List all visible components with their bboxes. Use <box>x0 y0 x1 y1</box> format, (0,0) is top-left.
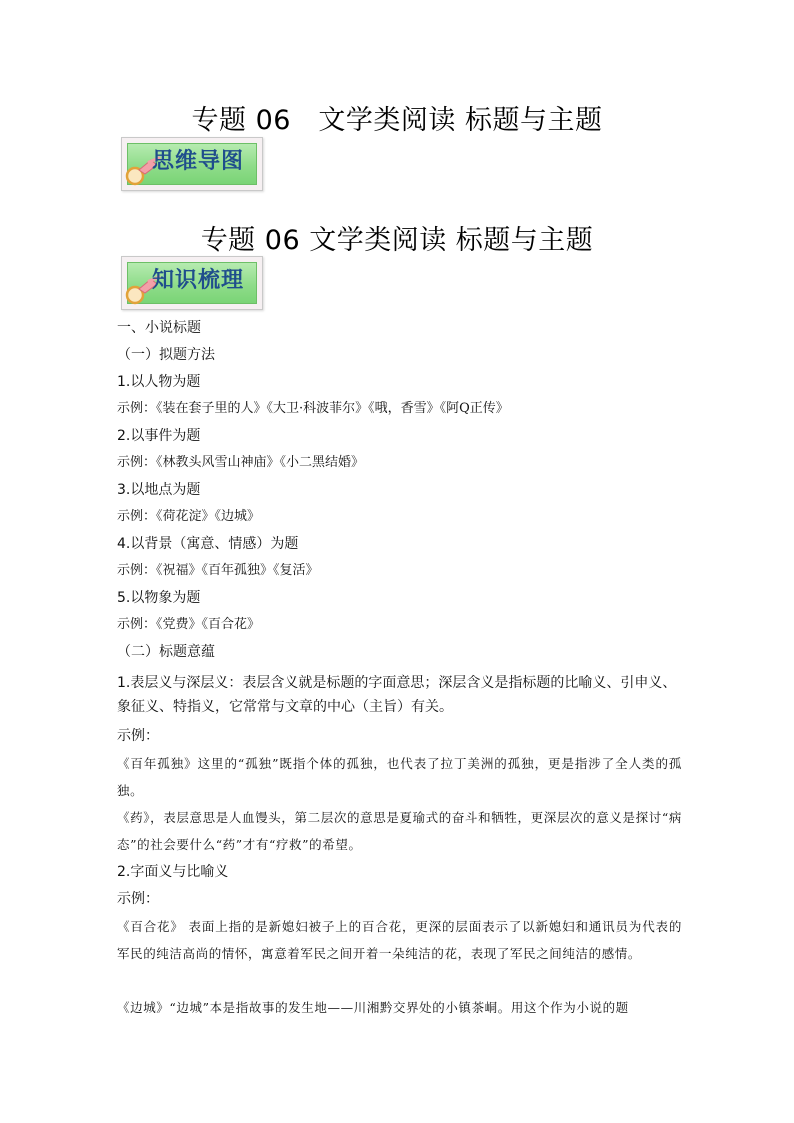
example-label: 示例： <box>117 891 159 907</box>
example-paragraph: 《药》，表层意思是人血馒头，第二层次的意思是夏瑜式的奋斗和牺牲，更深层次的意义是探讨“病态”的社会要什么“药”才有“疗救”的希望。 <box>117 810 682 852</box>
meaning-heading: 2.字面义与比喻义 <box>117 864 229 880</box>
example-line: 示例：《林教头风雪山神庙》《小二黑结婚》 <box>117 455 365 470</box>
example-line: 示例：《装在套子里的人》《大卫·科波菲尔》《哦，香雪》《阿Q正传》 <box>117 401 509 416</box>
document-title: 专题 06 文学类阅读 标题与主题 <box>191 105 603 136</box>
badge-label: 知识梳理 <box>152 268 245 293</box>
example-paragraph: 《百合花》 表面上指的是新媳妇被子上的百合花，更深的层面表示了以新媳妇和通讯员为代表的军民的纯洁高尚的情怀，寓意着军民之间开着一朵纯洁的花，表现了军民之间纯洁的感情。 <box>117 919 682 961</box>
knowledge-badge <box>121 256 263 310</box>
section-heading: 一、小说标题 <box>117 320 201 336</box>
subsection-heading: （二）标题意蕴 <box>117 644 215 660</box>
example-line: 示例：《祝福》《百年孤独》《复活》 <box>117 563 319 578</box>
mindmap-badge <box>121 137 263 191</box>
method-heading: 4.以背景（寓意、情感）为题 <box>117 536 299 552</box>
example-line: 示例：《荷花淀》《边城》 <box>117 509 261 524</box>
section-title: 专题 06 文学类阅读 标题与主题 <box>200 225 594 256</box>
method-heading: 3.以地点为题 <box>117 482 201 498</box>
example-label: 示例： <box>117 728 159 744</box>
example-line: 示例：《党费》《百合花》 <box>117 617 261 632</box>
method-heading: 1.以人物为题 <box>117 374 201 390</box>
method-heading: 5.以物象为题 <box>117 590 201 606</box>
badge-label: 思维导图 <box>152 149 245 174</box>
method-heading: 2.以事件为题 <box>117 428 201 444</box>
example-paragraph: 《百年孤独》这里的“孤独”既指个体的孤独，也代表了拉丁美洲的孤独，更是指涉了全人类的孤独。 <box>117 756 682 798</box>
example-paragraph: 《边城》“边城”本是指故事的发生地——川湘黔交界处的小镇茶峒。用这个作为小说的题 <box>117 1000 629 1015</box>
subsection-heading: （一）拟题方法 <box>117 347 215 363</box>
paragraph: 1.表层义与深层义：表层含义就是标题的字面意思；深层含义是指标题的比喻义、引申义、象征义、特指义，它常常与文章的中心（主旨）有关。 <box>117 675 677 715</box>
